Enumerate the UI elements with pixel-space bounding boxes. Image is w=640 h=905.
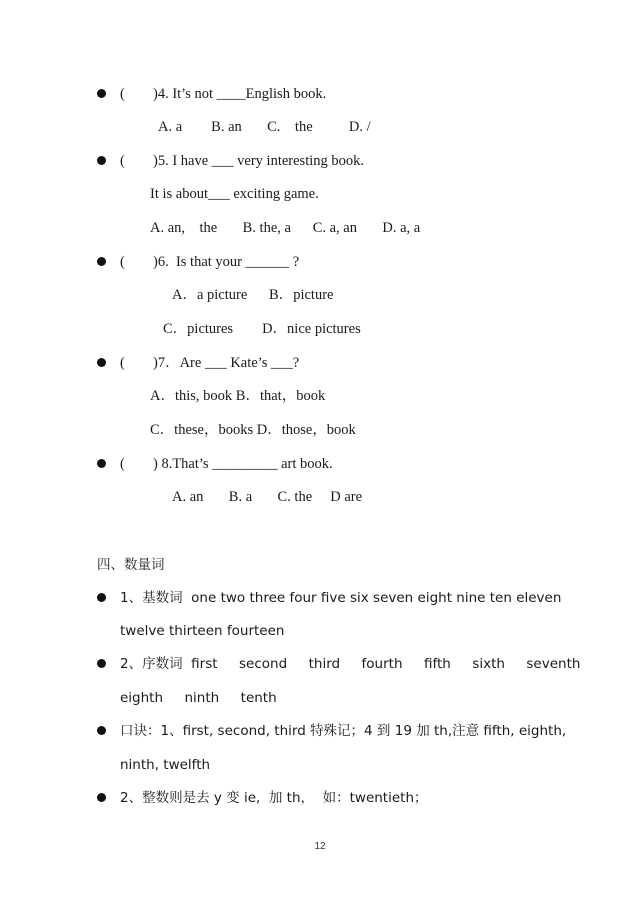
cardinal-numbers-line1: 1、基数词 one two three four five six seven eight nine ten eleven (120, 590, 562, 606)
q7-stem: )7．Are ___ Kate’s ___? (153, 355, 300, 371)
page-number: 12 (314, 841, 326, 852)
q7-paren: ( (120, 355, 125, 371)
mnemonic-line1: 口诀：1、first, second, third 特殊记；4 到 19 加 th,注意 fifth, eighth, (120, 723, 567, 739)
q5-stem-line2: It is about___ exciting game. (150, 186, 319, 202)
bullet-icon (97, 726, 106, 735)
q6-options-line2: C．pictures D．nice pictures (163, 321, 361, 337)
q6-options-line1: A．a picture B．picture (172, 287, 334, 303)
tens-rule-line1: 2、整数则是去 y 变 ie, 加 th， 如：twentieth； (120, 790, 428, 806)
q7-options-line2: C．these，books D．those，book (150, 422, 356, 438)
bullet-icon (97, 89, 106, 98)
bullet-icon (97, 358, 106, 367)
ordinal-numbers-line1: 2、序数词 first second third fourth fifth sixth seventh (120, 656, 581, 672)
q5-paren: ( (120, 153, 125, 169)
q6-stem: )6. Is that your ______ ? (153, 254, 300, 270)
bullet-icon (97, 257, 106, 266)
bullet-icon (97, 793, 106, 802)
cardinal-numbers-line2: twelve thirteen fourteen (120, 623, 285, 639)
bullet-icon (97, 459, 106, 468)
q4-options: A. a B. an C. the D. / (158, 119, 371, 135)
bullet-icon (97, 659, 106, 668)
q8-stem: ) 8.That’s _________ art book. (153, 456, 333, 472)
q5-stem: )5. I have ___ very interesting book. (153, 153, 365, 169)
mnemonic-line2: ninth, twelfth (120, 757, 211, 773)
ordinal-numbers-line2: eighth ninth tenth (120, 690, 277, 706)
q7-options-line1: A．this, book B．that，book (150, 388, 326, 404)
q4-paren: ( (120, 86, 125, 102)
q5-options: A. an, the B. the, a C. a, an D. a, a (150, 220, 421, 236)
q6-paren: ( (120, 254, 125, 270)
bullet-icon (97, 593, 106, 602)
bullet-icon (97, 156, 106, 165)
q4-stem: )4. It’s not ____English book. (153, 86, 327, 102)
q8-options: A. an B. a C. the D are (172, 489, 363, 505)
q8-paren: ( (120, 456, 125, 472)
section4-heading: 四、数量词 (97, 557, 165, 573)
